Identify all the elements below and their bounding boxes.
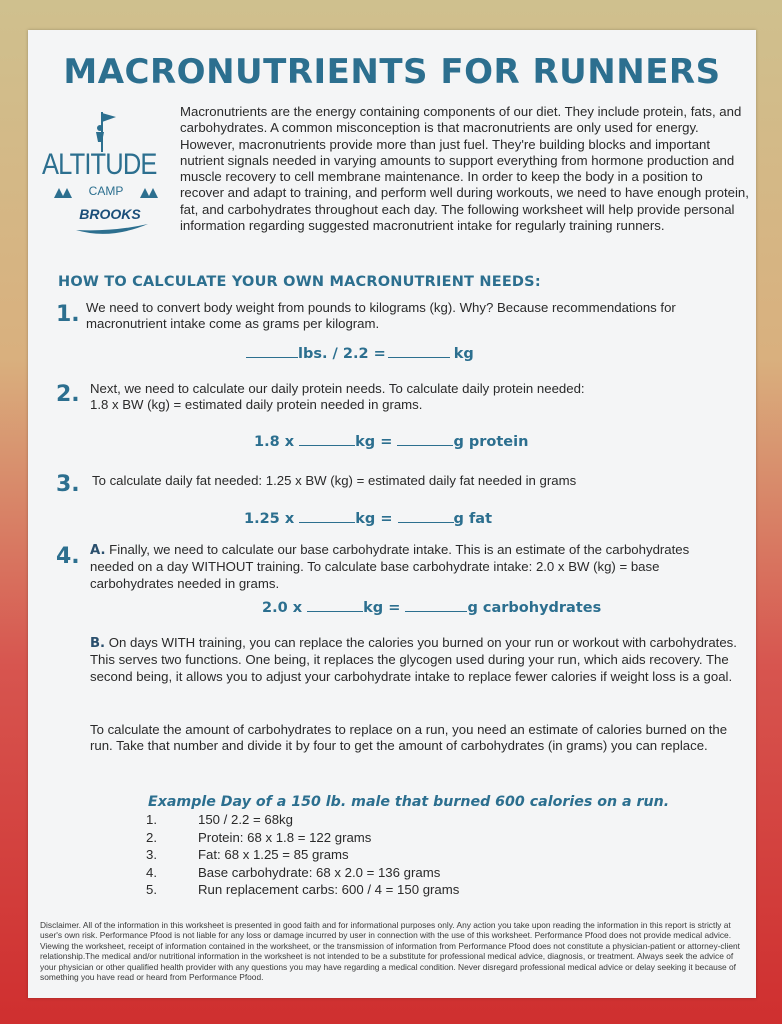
altitude-camp-logo	[40, 108, 175, 248]
step-1-formula: lbs. / 2.2 = kg	[246, 344, 474, 362]
logo-altitude-text: ALTITUDE	[42, 148, 157, 181]
step-2-number: 2.	[56, 382, 80, 407]
list-item: 1. 150 / 2.2 = 68kg	[146, 812, 293, 827]
step-4-number: 4.	[56, 544, 80, 569]
logo-brooks-text: BROOKS	[79, 206, 141, 222]
logo-camp-text: CAMP	[88, 184, 124, 198]
step-4c-text: To calculate the amount of carbohydrates to replace on a run, you need an estimate of calories burned on the run. Take that number and divide it by four to get the amount of carbohydrates (in grams) you can replace.	[90, 722, 728, 754]
fat-grams-blank[interactable]	[398, 509, 454, 523]
kg-result-blank[interactable]	[388, 344, 450, 358]
step-4a-text: A. Finally, we need to calculate our base carbohydrate intake. This is an estimate of the carbohydrates needed on a day WITHOUT training. To calculate base carbohydrate intake: 2.0 x BW (kg) = base carbohydrates needed in grams.	[90, 542, 690, 591]
step-4-formula: 2.0 x kg = g carbohydrates	[262, 600, 602, 616]
step-2-formula: 1.8 x kg = g protein	[254, 434, 529, 450]
protein-kg-blank[interactable]	[299, 432, 355, 446]
carb-kg-blank[interactable]	[307, 598, 363, 612]
example-list	[146, 812, 546, 900]
protein-grams-blank[interactable]	[397, 432, 453, 446]
list-item: 4. Base carbohydrate: 68 x 2.0 = 136 grams	[146, 864, 441, 880]
step-4b-text: B. On days WITH training, you can replace the calories you burned on your run or workout with carbohydrates. This serves two functions. One being, it replaces the glycogen used during your run, which aids recovery. The second being, it allows you to adjust your carbohydrate intake to replace fewer calories if weight loss is a goal.	[90, 635, 737, 684]
brooks-swoosh-icon	[76, 224, 148, 234]
list-item: 3. Fat: 68 x 1.25 = 85 grams	[146, 847, 349, 862]
intro-paragraph: Macronutrients are the energy containing components of our diet. They include protein, fats, and carbohydrates. A common misconception is that macronutrients are only used for energy. However, macronutrients provide more than just fuel. They're building blocks and important nutrient signals needed in varying amounts to support everything from hormone production and muscle recovery to cell membrane maintenance. In order to keep the body in a position to recover and adapt to training, and perform well during workouts, we need to have enough protein, fat, and carbohydrates throughout each day. The following worksheet will help provide personal information regarding suggested macronutrient intake for regularly training runners.	[180, 104, 749, 234]
pounds-blank[interactable]	[246, 344, 298, 358]
list-item: 2. Protein: 68 x 1.8 = 122 grams	[146, 829, 372, 845]
disclaimer-text: Disclaimer. All of the information in this worksheet is presented in good faith and for informational purposes only. Any action you take upon reading the information in this report is strictly at user's own risk. Performance Pfood is not liable for any loss or damage incurred by user in connection with the use of this worksheet. Performance Pfood does not provide medical advice. Viewing the worksheet, receipt of information contained in the worksheet, or the transmission of information from Performance Pfood does not constitute a physician-patient or attorney-client relationship.The medical and/or nutritional information in the worksheet is not intended to be a substitute for professional medical advice, diagnosis, or treatment. Always seek the advice of your physician or other qualified health provider with any questions you may have regarding a medical condition. Never disregard professional medical advice or delay seeking it because of something you have read or heard from Performance Pfood.	[40, 920, 740, 983]
list-item: 5. Run replacement carbs: 600 / 4 = 150 grams	[146, 882, 460, 897]
step-3-number: 3.	[56, 472, 80, 497]
step-3-formula: 1.25 x kg = g fat	[244, 511, 492, 527]
step-3-text: To calculate daily fat needed: 1.25 x BW (kg) = estimated daily fat needed in grams	[92, 473, 577, 488]
carb-grams-blank[interactable]	[405, 598, 467, 612]
example-title: Example Day of a 150 lb. male that burned 600 calories on a run.	[148, 794, 670, 810]
fat-kg-blank[interactable]	[299, 509, 355, 523]
step-1-text: We need to convert body weight from pounds to kilograms (kg). Why? Because recommendations for macronutrient intake come as grams per kilogram.	[86, 300, 676, 332]
step-2-text: Next, we need to calculate our daily protein needs. To calculate daily protein needed: 1.8 x BW (kg) = estimated daily protein needed in grams.	[90, 381, 585, 413]
page-title: MACRONUTRIENTS FOR RUNNERS	[63, 52, 721, 92]
worksheet-page	[28, 30, 756, 998]
section-heading: HOW TO CALCULATE YOUR OWN MACRONUTRIENT NEEDS:	[58, 274, 541, 290]
step-1-number: 1.	[56, 302, 80, 327]
